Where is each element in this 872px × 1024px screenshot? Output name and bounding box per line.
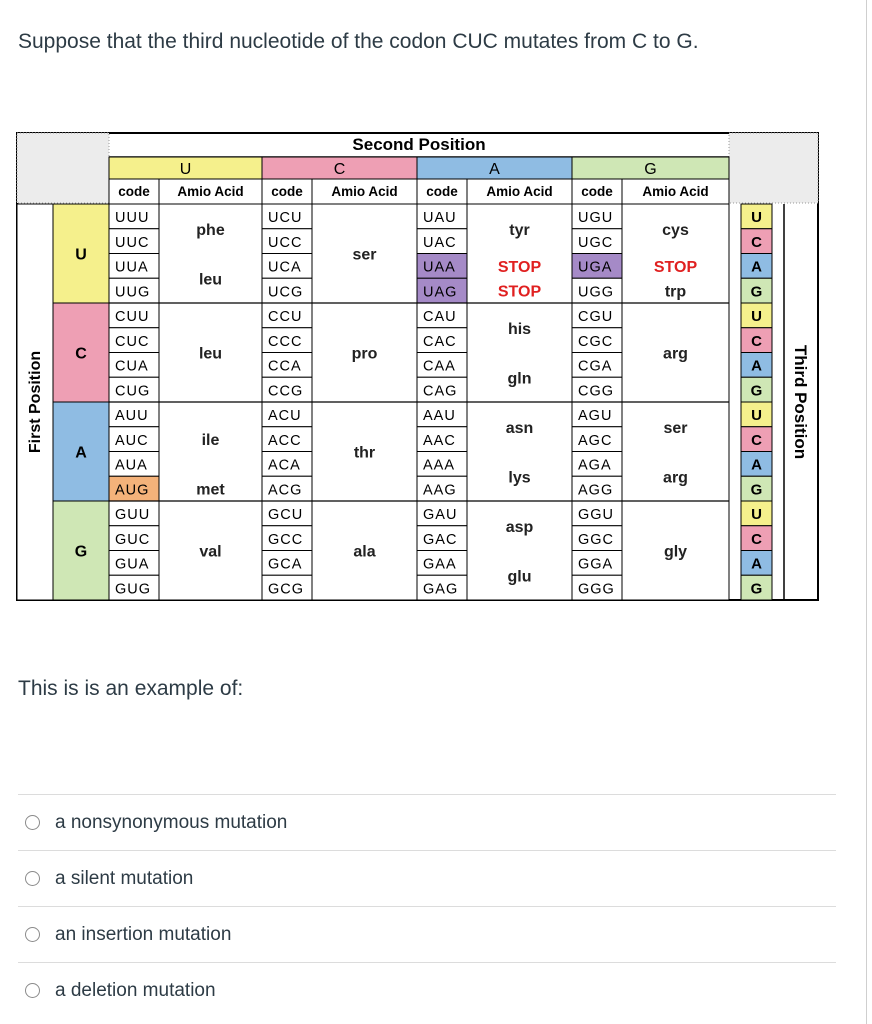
prompt-text: This is is an example of: [18, 677, 244, 700]
third-base-label: U [751, 506, 762, 523]
codon-table-figure [16, 132, 820, 602]
codon-label: UCU [268, 210, 303, 226]
codon-label: UAA [423, 259, 456, 276]
first-base-label: A [75, 444, 87, 462]
third-base-label: G [750, 580, 763, 598]
amino-acid-label: glu [507, 568, 532, 586]
codon-column-header: code [271, 184, 303, 199]
third-base-label: C [751, 332, 762, 350]
third-base-label: A [751, 357, 762, 375]
codon-label: GUU [115, 507, 151, 523]
codon-label: AUU [115, 408, 149, 424]
codon-label: UUU [115, 210, 150, 226]
codon-label: UCG [268, 284, 304, 301]
amino-acid-label: his [507, 320, 532, 338]
third-base-label: U [751, 209, 762, 226]
codon-label: UGG [578, 284, 615, 301]
codon-label: UGU [578, 210, 614, 226]
amino-acid-label: trp [664, 283, 687, 301]
first-base-label: U [75, 246, 87, 264]
third-base-label: U [751, 308, 762, 325]
third-base-label: C [751, 431, 762, 449]
first-base-label: C [75, 345, 87, 363]
page-edge-rule [866, 0, 867, 1024]
amino-acid-label: gln [507, 370, 532, 388]
codon-label: AUA [115, 457, 148, 474]
amino-acid-label: arg [663, 469, 688, 487]
second-position-title: Second Position [352, 135, 486, 154]
codon-label: CAU [423, 309, 457, 325]
radio-button[interactable] [25, 983, 40, 998]
choice-insertion[interactable] [18, 906, 836, 962]
codon-label: GUC [115, 531, 151, 548]
codon-label: GAA [423, 556, 457, 573]
radio-button[interactable] [25, 871, 40, 886]
amino-acid-label: ile [201, 432, 220, 450]
stop-amino-label: STOP [653, 258, 698, 276]
amino-column-header: Amio Acid [177, 184, 244, 199]
codon-label: CUG [115, 383, 151, 400]
amino-acid-label: asn [505, 419, 534, 437]
codon-table [16, 132, 820, 607]
third-base-label: A [751, 258, 762, 276]
stop-amino-label: STOP [497, 258, 542, 276]
amino-acid-label: lys [508, 469, 531, 487]
codon-label: GUG [115, 581, 152, 598]
codon-label: ACG [268, 482, 303, 499]
codon-label: AAU [423, 408, 456, 424]
choice-silent[interactable] [18, 850, 836, 906]
third-base-label: G [750, 283, 763, 301]
third-position-label: Third Position [791, 344, 810, 460]
third-base-label: C [751, 530, 762, 548]
stop-amino-label: STOP [497, 283, 542, 301]
amino-acid-label: leu [198, 345, 223, 363]
second-base-label: C [333, 161, 346, 178]
radio-button[interactable] [25, 927, 40, 942]
codon-label: AGC [578, 432, 613, 449]
codon-label: CCG [268, 383, 304, 400]
codon-label: UCA [268, 259, 302, 276]
codon-label: CUU [115, 309, 150, 325]
codon-column-header: code [581, 184, 613, 199]
codon-label: CGU [578, 309, 614, 325]
amino-acid-label: val [199, 543, 222, 561]
codon-label: AUG [115, 482, 150, 499]
codon-label: GCG [268, 581, 305, 598]
amino-acid-label: met [196, 481, 225, 499]
answer-choices [18, 794, 836, 1018]
codon-label: GAU [423, 507, 458, 523]
amino-column-header: Amio Acid [642, 184, 709, 199]
codon-column-header: code [426, 184, 458, 199]
choice-label: an insertion mutation [55, 923, 232, 945]
corner-dotted-left [17, 133, 109, 203]
second-base-label: U [179, 161, 192, 178]
radio-button[interactable] [25, 815, 40, 830]
amino-acid-label: cys [662, 221, 689, 239]
codon-label: AGU [578, 408, 613, 424]
codon-label: UGC [578, 234, 614, 251]
codon-column-header: code [118, 184, 150, 199]
codon-label: GCA [268, 556, 303, 573]
codon-label: UUA [115, 259, 149, 276]
codon-label: UAU [423, 210, 457, 226]
codon-label: CAA [423, 358, 456, 375]
third-base-label: A [751, 456, 762, 474]
first-base-label: G [74, 543, 88, 561]
choice-label: a deletion mutation [55, 979, 216, 1001]
amino-acid-label: ser [352, 246, 377, 264]
choice-label: a silent mutation [55, 867, 194, 889]
codon-label: AGA [578, 457, 612, 474]
codon-label: UAG [423, 284, 458, 301]
third-base-label: G [750, 382, 763, 400]
question-text: Suppose that the third nucleotide of the codon CUC mutates from C to G. [18, 30, 699, 53]
codon-label: GUA [115, 556, 150, 573]
codon-label: CUC [115, 333, 150, 350]
codon-label: CCC [268, 333, 303, 350]
codon-label: CCU [268, 309, 303, 325]
amino-column-header: Amio Acid [331, 184, 398, 199]
third-base-label: A [751, 555, 762, 573]
codon-label: GAC [423, 531, 458, 548]
codon-label: CGC [578, 333, 614, 350]
second-base-label: A [489, 161, 500, 178]
codon-label: GCC [268, 531, 304, 548]
codon-label: ACC [268, 432, 302, 449]
codon-label: CAC [423, 333, 457, 350]
third-base-label: G [750, 481, 763, 499]
codon-label: CGA [578, 358, 613, 375]
codon-label: AGG [578, 482, 614, 499]
choice-label: a nonsynonymous mutation [55, 811, 288, 833]
codon-label: GCU [268, 507, 304, 523]
codon-label: AAG [423, 482, 457, 499]
codon-label: CUA [115, 358, 149, 375]
amino-acid-label: asp [505, 518, 534, 536]
amino-column-header: Amio Acid [486, 184, 553, 199]
second-base-label: G [644, 161, 657, 178]
amino-acid-label: ala [353, 543, 376, 561]
codon-label: UCC [268, 234, 303, 251]
codon-label: UUG [115, 284, 151, 301]
codon-label: UAC [423, 234, 457, 251]
choice-deletion[interactable] [18, 962, 836, 1018]
amino-acid-label: phe [196, 221, 225, 239]
codon-label: GGU [578, 507, 615, 523]
amino-acid-label: ser [663, 419, 688, 437]
amino-acid-label: arg [663, 345, 688, 363]
codon-label: AUC [115, 432, 149, 449]
choice-nonsynonymous[interactable] [18, 794, 836, 850]
amino-acid-label: gly [663, 543, 688, 561]
codon-label: GAG [423, 581, 459, 598]
first-position-label: First Position [27, 350, 44, 454]
corner-dotted-right [729, 133, 818, 203]
codon-label: GGG [578, 581, 615, 598]
amino-acid-label: pro [351, 345, 378, 363]
codon-label: CGG [578, 383, 615, 400]
codon-label: CAG [423, 383, 458, 400]
codon-label: CCA [268, 358, 302, 375]
amino-acid-label: thr [353, 444, 376, 462]
third-base-label: C [751, 233, 762, 251]
third-base-label: U [751, 407, 762, 424]
codon-label: AAC [423, 432, 456, 449]
codon-label: UUC [115, 234, 150, 251]
codon-label: GGC [578, 531, 615, 548]
amino-acid-label: leu [198, 271, 223, 289]
codon-label: GGA [578, 556, 614, 573]
codon-label: UGA [578, 259, 613, 276]
codon-label: ACA [268, 457, 301, 474]
codon-label: AAA [423, 457, 456, 474]
amino-acid-label: tyr [509, 221, 530, 239]
codon-label: ACU [268, 408, 302, 424]
